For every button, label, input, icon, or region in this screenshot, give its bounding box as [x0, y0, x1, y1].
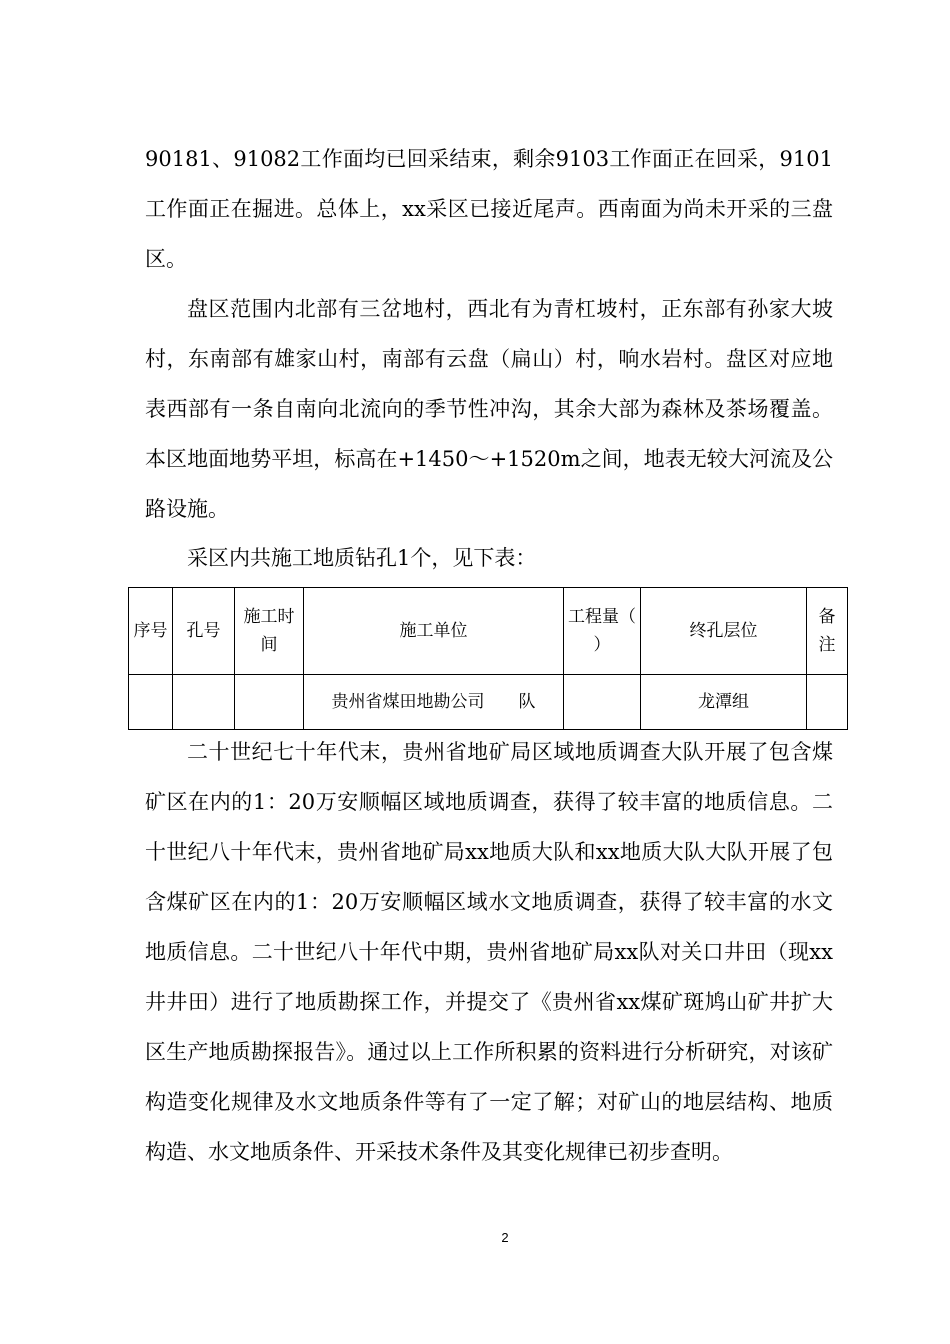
header-cell-final-layer: 终孔层位	[641, 588, 807, 675]
header-cell-remarks: 备注	[807, 588, 848, 675]
header-cell-construction-unit: 施工单位	[304, 588, 564, 675]
header-cell-construction-time: 施工时间	[235, 588, 304, 675]
cell-hole-number	[173, 675, 235, 730]
paragraph-survey-history: 二十世纪七十年代末，贵州省地矿局区域地质调查大队开展了包含煤矿区在内的1：20万安顺幅区域地质调查，获得了较丰富的地质信息。二十世纪八十年代末，贵州省地矿局xx地质大队和xx地质大队大队开展了包含煤矿区在内的1：20万安顺幅区域水文地质调查，获得了较丰富的水文地质信息。二十世纪八十年代中期，贵州省地矿局xx队对关口井田（现xx井井田）进行了地质勘探工作，并提交了《贵州省xx煤矿斑鸠山矿井扩大区生产地质勘探报告》。通过以上工作所积累的资料进行分析研究，对该矿构造变化规律及水文地质条件等有了一定了解；对矿山的地层结构、地质构造、水文地质条件、开采技术条件及其变化规律已初步查明。	[145, 740, 833, 1164]
cell-workload	[564, 675, 641, 730]
cell-serial	[129, 675, 173, 730]
table-header-row	[129, 588, 848, 675]
cell-construction-unit: 贵州省煤田地勘公司 队	[304, 675, 564, 730]
header-cell-hole-number: 孔号	[173, 588, 235, 675]
paragraph-area-description: 盘区范围内北部有三岔地村，西北有为青杠坡村，正东部有孙家大坡村，东南部有雄家山村，南部有云盘（扁山）村，响水岩村。盘区对应地表西部有一条自南向北流向的季节性冲沟，其余大部为森林及茶场覆盖。本区地面地势平坦，标高在+1450～+1520m之间，地表无较大河流及公路设施。	[145, 297, 833, 521]
header-cell-workload: 工程量（ ）	[564, 588, 641, 675]
cell-final-layer: 龙潭组	[641, 675, 807, 730]
table-row	[129, 675, 848, 730]
page-number: 2	[501, 1230, 509, 1245]
header-cell-serial: 序号	[129, 588, 173, 675]
paragraph-mining-faces: 90181、91082工作面均已回采结束，剩余9103工作面正在回采，9101工作面正在掘进。总体上，xx采区已接近尾声。西南面为尚未开采的三盘区。	[145, 147, 833, 271]
cell-construction-time	[235, 675, 304, 730]
borehole-table	[128, 587, 848, 730]
paragraph-borehole-intro: 采区内共施工地质钻孔1个，见下表：	[187, 546, 537, 570]
cell-remarks	[807, 675, 848, 730]
